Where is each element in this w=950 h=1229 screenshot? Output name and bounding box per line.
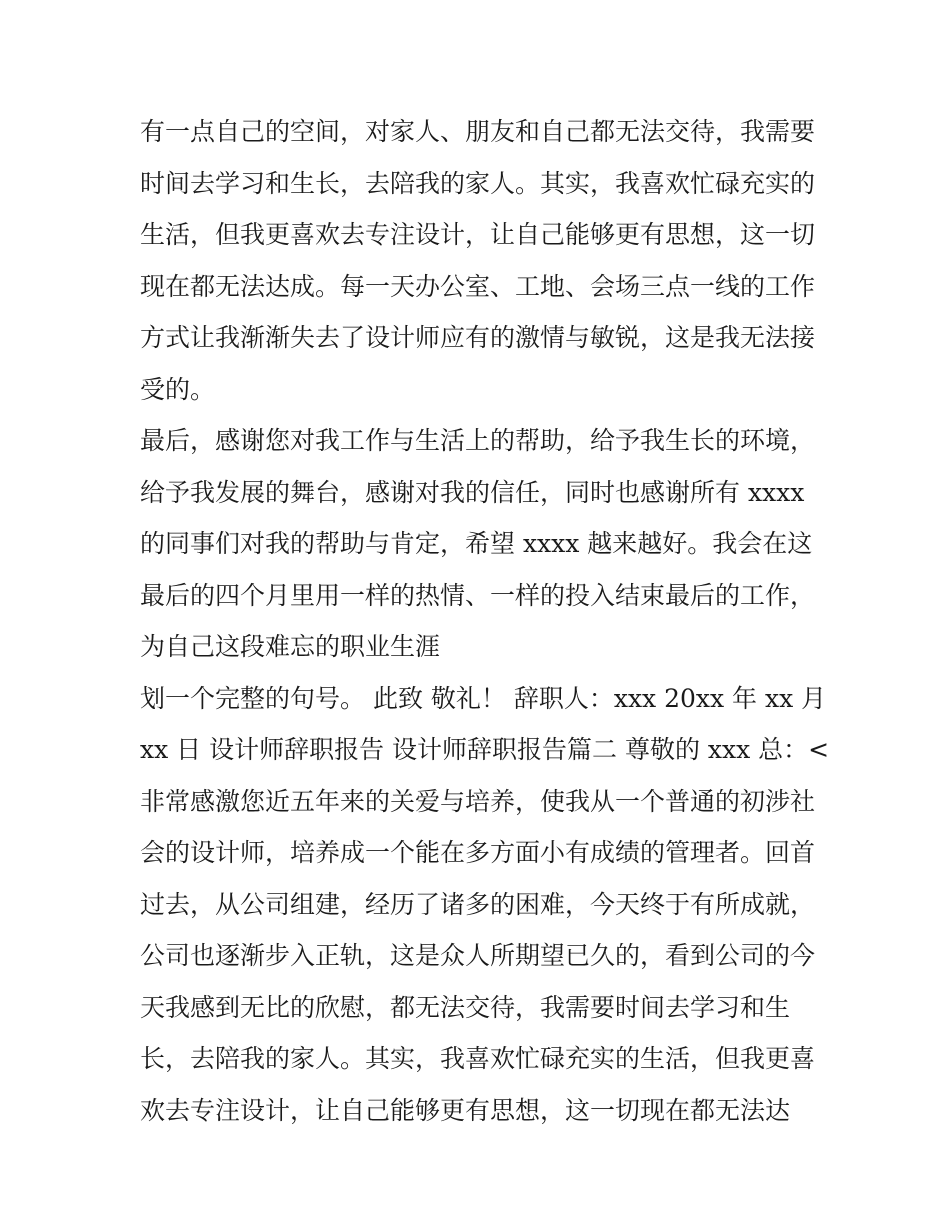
text-line: 划一个完整的句号。 此致 敬礼！ 辞职人：xxx 20xx 年 xx 月 bbox=[140, 683, 827, 713]
text-line: 非常感激您近五年来的关爱与培养，使我从一个普通的初涉社 bbox=[140, 786, 816, 816]
text-line: 时间去学习和生长，去陪我的家人。其实，我喜欢忙碌充实的 bbox=[140, 168, 816, 198]
text-line: 现在都无法达成。每一天办公室、工地、会场三点一线的工作 bbox=[140, 271, 816, 301]
text-line: 最后，感谢您对我工作与生活上的帮助，给予我生长的环境， bbox=[140, 426, 816, 455]
text-line: 过去，从公司组建，经历了诸多的困难，今天终于有所成就， bbox=[140, 889, 816, 919]
text-line: 为自己这段难忘的职业生涯 bbox=[140, 632, 441, 661]
document-body bbox=[140, 106, 830, 1136]
text-line: 会的设计师，培养成一个能在多方面小有成绩的管理者。回首 bbox=[140, 838, 816, 867]
text-line: 天我感到无比的欣慰，都无法交待，我需要时间去学习和生 bbox=[140, 992, 791, 1022]
text-line: 有一点自己的空间，对家人、朋友和自己都无法交待，我需要 bbox=[140, 117, 816, 146]
text-line: 给予我发展的舞台，感谢对我的信任，同时也感谢所有 xxxx bbox=[140, 477, 805, 507]
text-line: 方式让我渐渐失去了设计师应有的激情与敏锐，这是我无法接 bbox=[140, 323, 816, 352]
text-line: 欢去专注设计，让自己能够更有思想，这一切现在都无法达 bbox=[140, 1095, 791, 1125]
text-line: 长，去陪我的家人。其实，我喜欢忙碌充实的生活，但我更喜 bbox=[140, 1044, 816, 1073]
text-line: xx 日 设计师辞职报告 设计师辞职报告篇二 尊敬的 xxx 总：< bbox=[140, 735, 830, 764]
text-line: 公司也逐渐步入正轨，这是众人所期望已久的，看到公司的今 bbox=[140, 941, 816, 970]
text-line: 的同事们对我的帮助与肯定，希望 xxxx 越来越好。我会在这 bbox=[140, 529, 813, 558]
text-line: 生活，但我更喜欢去专注设计，让自己能够更有思想，这一切 bbox=[140, 220, 816, 249]
text-line: 最后的四个月里用一样的热情、一样的投入结束最后的工作， bbox=[140, 580, 816, 610]
text-line: 受的。 bbox=[140, 374, 216, 404]
